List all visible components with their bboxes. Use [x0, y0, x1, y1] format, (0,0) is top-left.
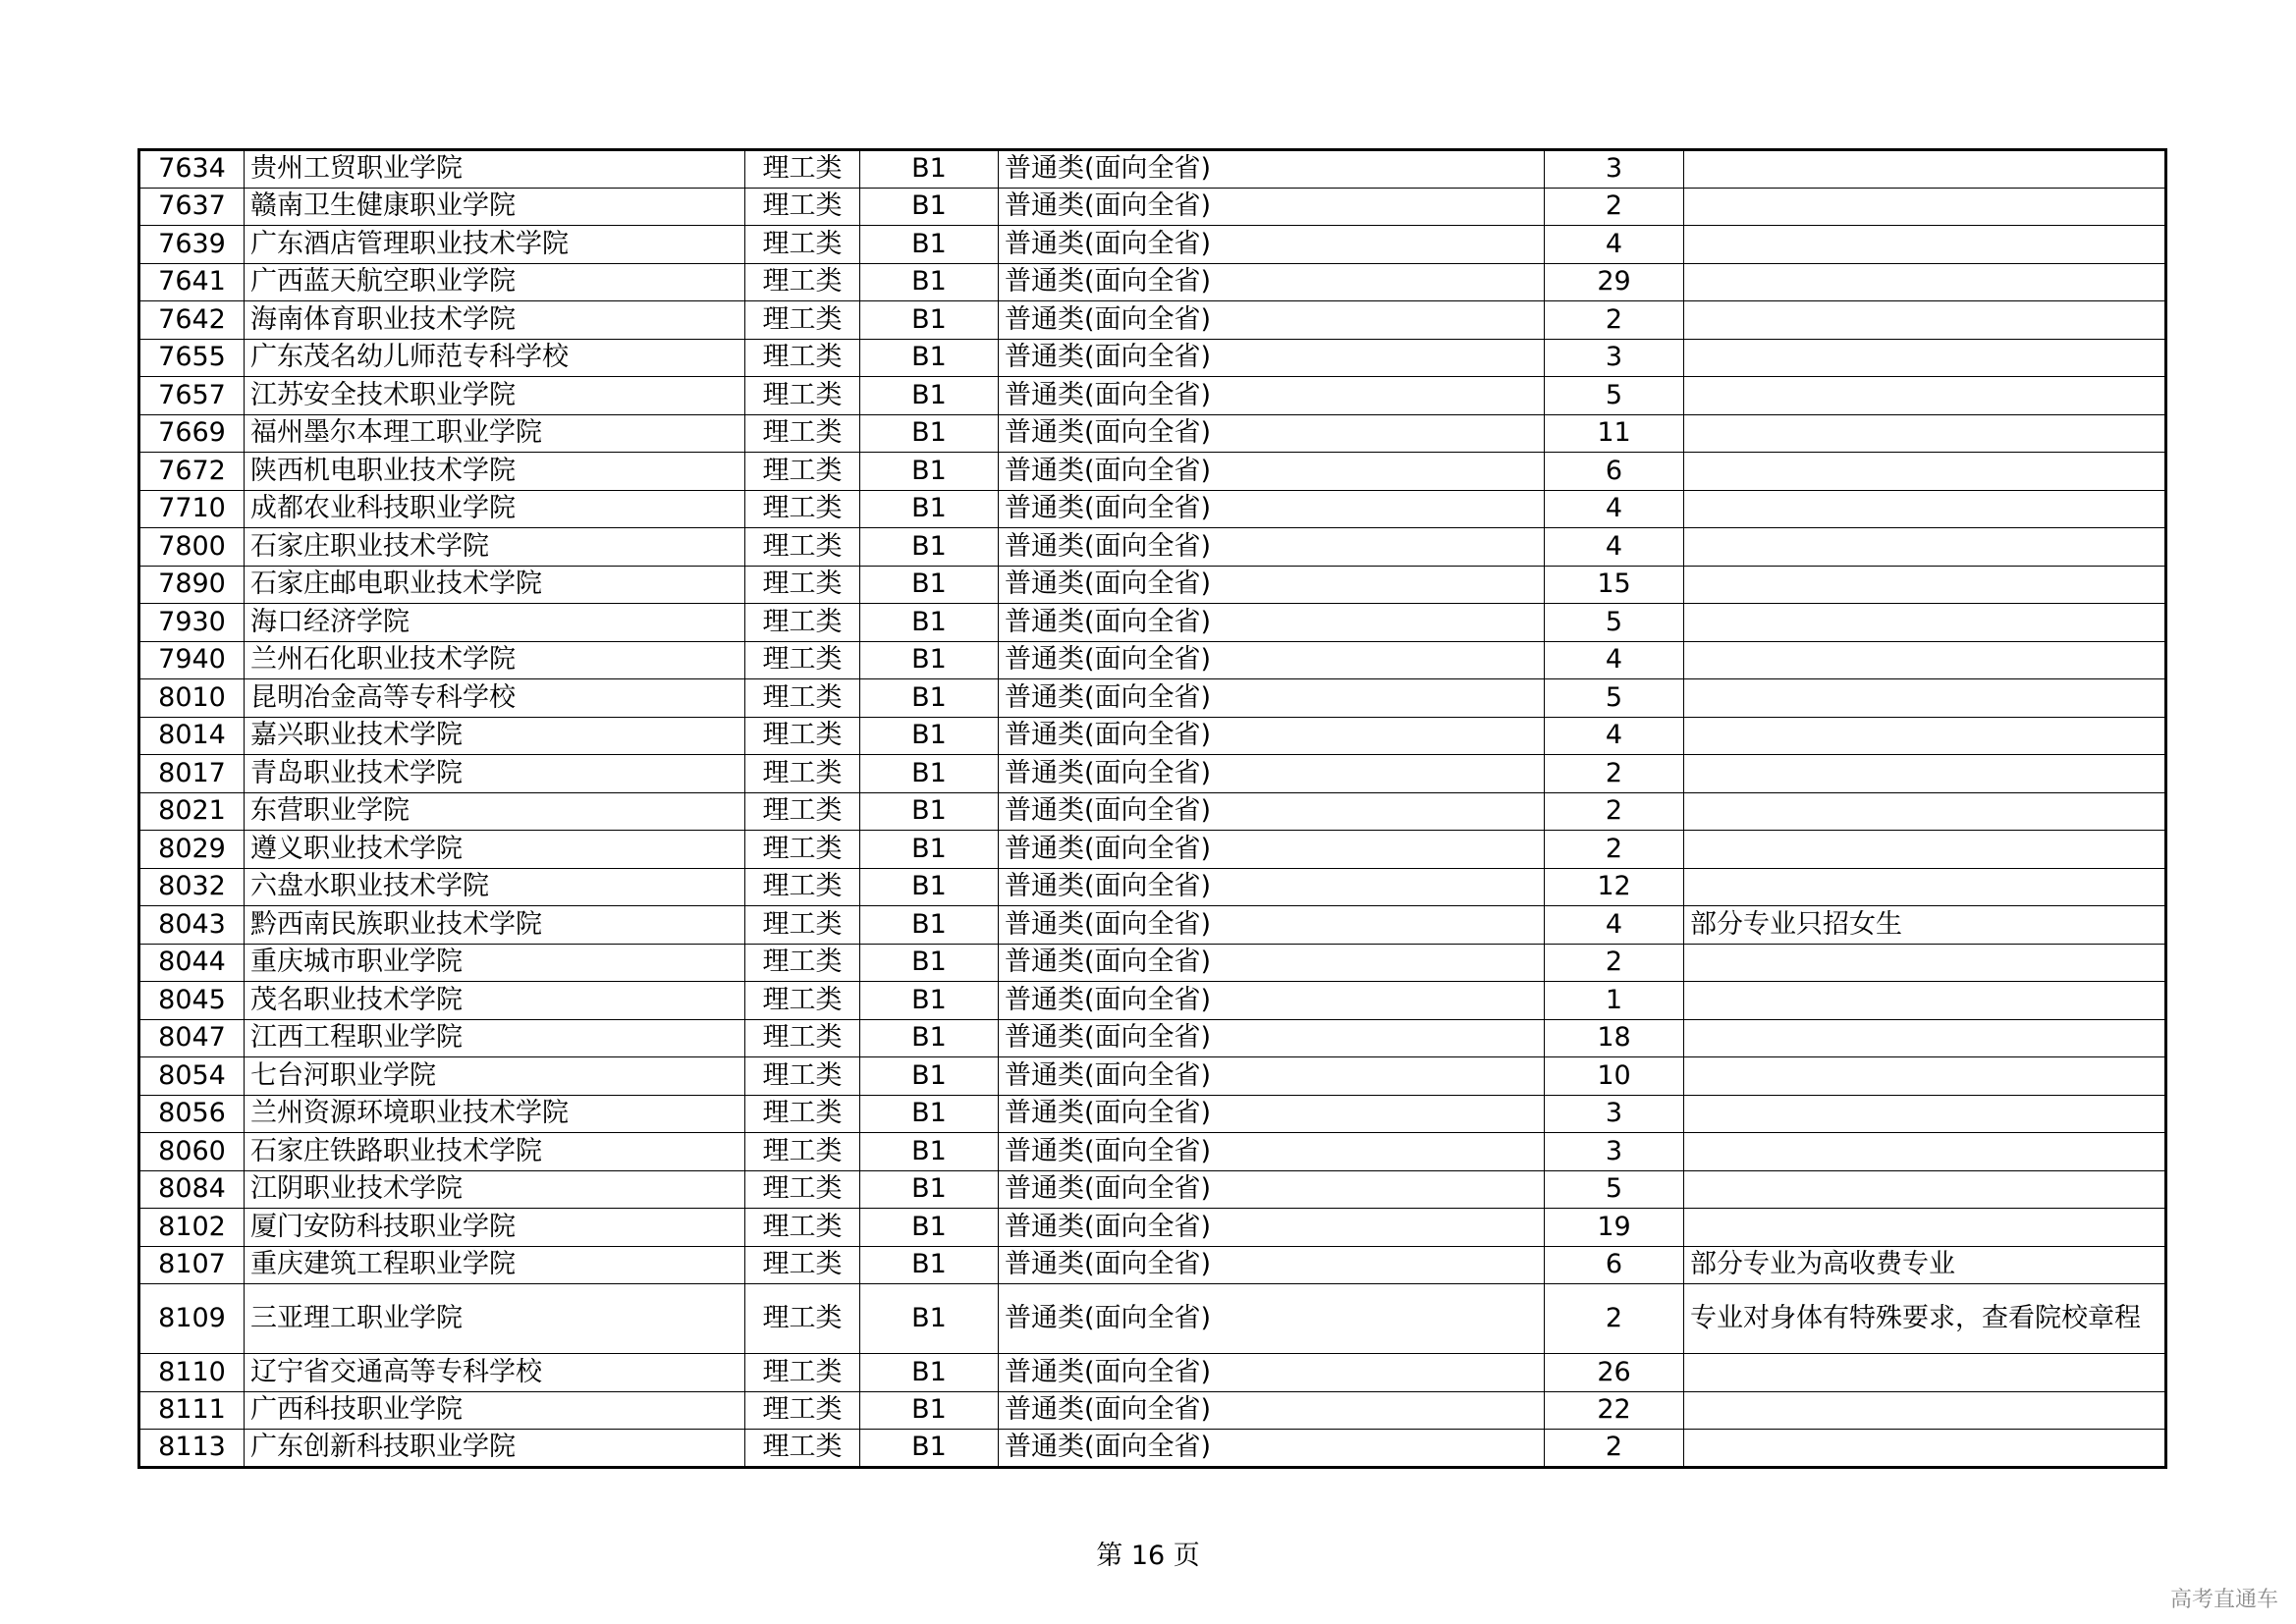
batch-cell: B1 — [860, 831, 999, 869]
category-cell: 理工类 — [745, 1057, 860, 1096]
table-row — [139, 414, 2166, 453]
category-cell: 理工类 — [745, 226, 860, 264]
batch-cell: B1 — [860, 1057, 999, 1096]
table-row — [139, 1430, 2166, 1468]
table-row — [139, 792, 2166, 831]
school-name-cell: 重庆城市职业学院 — [245, 944, 745, 982]
plan-type-cell: 普通类(面向全省) — [999, 1354, 1545, 1392]
plan-type-cell: 普通类(面向全省) — [999, 339, 1545, 377]
watermark-text: 高考直通车 — [2169, 1588, 2278, 1612]
school-name-cell: 广东酒店管理职业技术学院 — [245, 226, 745, 264]
batch-cell: B1 — [860, 641, 999, 679]
batch-cell: B1 — [860, 1354, 999, 1392]
school-name-cell: 江苏安全技术职业学院 — [245, 377, 745, 415]
note-cell — [1684, 226, 2166, 264]
category-cell: 理工类 — [745, 641, 860, 679]
school-name-cell: 黔西南民族职业技术学院 — [245, 906, 745, 945]
batch-cell: B1 — [860, 453, 999, 491]
table-body — [139, 150, 2166, 1468]
school-code-cell: 7940 — [139, 641, 245, 679]
school-code-cell: 8084 — [139, 1170, 245, 1209]
table-row — [139, 1246, 2166, 1284]
table-row — [139, 566, 2166, 604]
plan-type-cell: 普通类(面向全省) — [999, 679, 1545, 718]
school-code-cell: 7672 — [139, 453, 245, 491]
plan-type-cell: 普通类(面向全省) — [999, 528, 1545, 567]
plan-type-cell: 普通类(面向全省) — [999, 377, 1545, 415]
plan-count-cell: 5 — [1545, 1170, 1684, 1209]
table-row — [139, 377, 2166, 415]
plan-count-cell: 29 — [1545, 263, 1684, 301]
plan-count-cell: 4 — [1545, 906, 1684, 945]
note-cell — [1684, 528, 2166, 567]
note-cell — [1684, 301, 2166, 340]
batch-cell: B1 — [860, 1391, 999, 1430]
plan-count-cell: 4 — [1545, 641, 1684, 679]
category-cell: 理工类 — [745, 1354, 860, 1392]
table-row — [139, 1133, 2166, 1171]
table-row — [139, 1209, 2166, 1247]
category-cell: 理工类 — [745, 717, 860, 755]
note-cell — [1684, 831, 2166, 869]
table-row — [139, 1170, 2166, 1209]
plan-type-cell: 普通类(面向全省) — [999, 641, 1545, 679]
admissions-table — [137, 148, 2167, 1469]
note-cell — [1684, 1354, 2166, 1392]
category-cell: 理工类 — [745, 490, 860, 528]
plan-count-cell: 5 — [1545, 679, 1684, 718]
plan-count-cell: 15 — [1545, 566, 1684, 604]
table-row — [139, 831, 2166, 869]
school-code-cell: 8029 — [139, 831, 245, 869]
plan-count-cell: 2 — [1545, 301, 1684, 340]
plan-type-cell: 普通类(面向全省) — [999, 1430, 1545, 1468]
school-name-cell: 赣南卫生健康职业学院 — [245, 188, 745, 226]
school-code-cell: 8043 — [139, 906, 245, 945]
school-name-cell: 广东茂名幼儿师范专科学校 — [245, 339, 745, 377]
plan-count-cell: 5 — [1545, 377, 1684, 415]
plan-type-cell: 普通类(面向全省) — [999, 1133, 1545, 1171]
school-name-cell: 嘉兴职业技术学院 — [245, 717, 745, 755]
school-code-cell: 8047 — [139, 1019, 245, 1057]
category-cell: 理工类 — [745, 528, 860, 567]
school-code-cell: 7655 — [139, 339, 245, 377]
school-name-cell: 广东创新科技职业学院 — [245, 1430, 745, 1468]
plan-count-cell: 18 — [1545, 1019, 1684, 1057]
school-code-cell: 7634 — [139, 150, 245, 189]
batch-cell: B1 — [860, 377, 999, 415]
note-cell: 部分专业为高收费专业 — [1684, 1246, 2166, 1284]
plan-count-cell: 2 — [1545, 944, 1684, 982]
school-code-cell: 8010 — [139, 679, 245, 718]
plan-count-cell: 10 — [1545, 1057, 1684, 1096]
category-cell: 理工类 — [745, 679, 860, 718]
plan-type-cell: 普通类(面向全省) — [999, 1284, 1545, 1354]
category-cell: 理工类 — [745, 1430, 860, 1468]
batch-cell: B1 — [860, 906, 999, 945]
batch-cell: B1 — [860, 1170, 999, 1209]
school-code-cell: 7637 — [139, 188, 245, 226]
note-cell — [1684, 679, 2166, 718]
note-cell — [1684, 566, 2166, 604]
table-row — [139, 150, 2166, 189]
table-row — [139, 1057, 2166, 1096]
plan-count-cell: 3 — [1545, 1095, 1684, 1133]
note-cell — [1684, 188, 2166, 226]
batch-cell: B1 — [860, 528, 999, 567]
category-cell: 理工类 — [745, 414, 860, 453]
table-row — [139, 755, 2166, 793]
school-code-cell: 7930 — [139, 604, 245, 642]
batch-cell: B1 — [860, 226, 999, 264]
school-name-cell: 成都农业科技职业学院 — [245, 490, 745, 528]
school-code-cell: 7800 — [139, 528, 245, 567]
plan-count-cell: 12 — [1545, 868, 1684, 906]
plan-count-cell: 2 — [1545, 831, 1684, 869]
school-name-cell: 贵州工贸职业学院 — [245, 150, 745, 189]
plan-count-cell: 4 — [1545, 528, 1684, 567]
school-code-cell: 8044 — [139, 944, 245, 982]
category-cell: 理工类 — [745, 906, 860, 945]
category-cell: 理工类 — [745, 150, 860, 189]
school-code-cell: 8054 — [139, 1057, 245, 1096]
school-name-cell: 遵义职业技术学院 — [245, 831, 745, 869]
plan-type-cell: 普通类(面向全省) — [999, 188, 1545, 226]
note-cell — [1684, 868, 2166, 906]
plan-count-cell: 3 — [1545, 150, 1684, 189]
plan-count-cell: 4 — [1545, 490, 1684, 528]
note-cell — [1684, 1209, 2166, 1247]
table-row — [139, 604, 2166, 642]
school-name-cell: 广西蓝天航空职业学院 — [245, 263, 745, 301]
batch-cell: B1 — [860, 792, 999, 831]
batch-cell: B1 — [860, 566, 999, 604]
category-cell: 理工类 — [745, 566, 860, 604]
category-cell: 理工类 — [745, 944, 860, 982]
note-cell — [1684, 641, 2166, 679]
batch-cell: B1 — [860, 1019, 999, 1057]
note-cell: 专业对身体有特殊要求，查看院校章程 — [1684, 1284, 2166, 1354]
category-cell: 理工类 — [745, 831, 860, 869]
school-code-cell: 8056 — [139, 1095, 245, 1133]
school-code-cell: 8109 — [139, 1284, 245, 1354]
school-name-cell: 青岛职业技术学院 — [245, 755, 745, 793]
school-name-cell: 三亚理工职业学院 — [245, 1284, 745, 1354]
plan-count-cell: 11 — [1545, 414, 1684, 453]
school-code-cell: 8113 — [139, 1430, 245, 1468]
school-name-cell: 广西科技职业学院 — [245, 1391, 745, 1430]
table-row — [139, 188, 2166, 226]
note-cell — [1684, 490, 2166, 528]
school-code-cell: 8110 — [139, 1354, 245, 1392]
plan-type-cell: 普通类(面向全省) — [999, 944, 1545, 982]
school-code-cell: 7710 — [139, 490, 245, 528]
school-name-cell: 茂名职业技术学院 — [245, 982, 745, 1020]
plan-count-cell: 4 — [1545, 226, 1684, 264]
batch-cell: B1 — [860, 1430, 999, 1468]
plan-type-cell: 普通类(面向全省) — [999, 1246, 1545, 1284]
plan-type-cell: 普通类(面向全省) — [999, 263, 1545, 301]
school-code-cell: 8017 — [139, 755, 245, 793]
school-code-cell: 8102 — [139, 1209, 245, 1247]
note-cell — [1684, 377, 2166, 415]
note-cell — [1684, 1430, 2166, 1468]
batch-cell: B1 — [860, 1095, 999, 1133]
plan-count-cell: 6 — [1545, 1246, 1684, 1284]
school-name-cell: 石家庄邮电职业技术学院 — [245, 566, 745, 604]
batch-cell: B1 — [860, 188, 999, 226]
note-cell — [1684, 1133, 2166, 1171]
school-name-cell: 福州墨尔本理工职业学院 — [245, 414, 745, 453]
note-cell — [1684, 755, 2166, 793]
note-cell — [1684, 982, 2166, 1020]
batch-cell: B1 — [860, 604, 999, 642]
batch-cell: B1 — [860, 982, 999, 1020]
table-row — [139, 1284, 2166, 1354]
note-cell — [1684, 1170, 2166, 1209]
table-row — [139, 944, 2166, 982]
school-code-cell: 8045 — [139, 982, 245, 1020]
batch-cell: B1 — [860, 301, 999, 340]
table-row — [139, 982, 2166, 1020]
category-cell: 理工类 — [745, 1209, 860, 1247]
batch-cell: B1 — [860, 868, 999, 906]
category-cell: 理工类 — [745, 604, 860, 642]
plan-type-cell: 普通类(面向全省) — [999, 868, 1545, 906]
school-code-cell: 7639 — [139, 226, 245, 264]
batch-cell: B1 — [860, 1246, 999, 1284]
school-name-cell: 海口经济学院 — [245, 604, 745, 642]
table-row — [139, 453, 2166, 491]
note-cell — [1684, 263, 2166, 301]
plan-count-cell: 5 — [1545, 604, 1684, 642]
plan-count-cell: 2 — [1545, 792, 1684, 831]
school-name-cell: 江阴职业技术学院 — [245, 1170, 745, 1209]
plan-type-cell: 普通类(面向全省) — [999, 1057, 1545, 1096]
note-cell — [1684, 339, 2166, 377]
table-row — [139, 717, 2166, 755]
school-name-cell: 重庆建筑工程职业学院 — [245, 1246, 745, 1284]
table-row — [139, 679, 2166, 718]
note-cell — [1684, 453, 2166, 491]
plan-count-cell: 22 — [1545, 1391, 1684, 1430]
school-name-cell: 兰州资源环境职业技术学院 — [245, 1095, 745, 1133]
plan-count-cell: 4 — [1545, 717, 1684, 755]
table-row — [139, 226, 2166, 264]
note-cell — [1684, 1057, 2166, 1096]
school-code-cell: 7641 — [139, 263, 245, 301]
plan-type-cell: 普通类(面向全省) — [999, 490, 1545, 528]
school-name-cell: 六盘水职业技术学院 — [245, 868, 745, 906]
plan-type-cell: 普通类(面向全省) — [999, 604, 1545, 642]
plan-type-cell: 普通类(面向全省) — [999, 906, 1545, 945]
school-name-cell: 海南体育职业技术学院 — [245, 301, 745, 340]
batch-cell: B1 — [860, 263, 999, 301]
table-row — [139, 490, 2166, 528]
school-code-cell: 7890 — [139, 566, 245, 604]
category-cell: 理工类 — [745, 1284, 860, 1354]
school-name-cell: 江西工程职业学院 — [245, 1019, 745, 1057]
school-name-cell: 兰州石化职业技术学院 — [245, 641, 745, 679]
category-cell: 理工类 — [745, 982, 860, 1020]
table-row — [139, 641, 2166, 679]
plan-count-cell: 3 — [1545, 339, 1684, 377]
batch-cell: B1 — [860, 339, 999, 377]
category-cell: 理工类 — [745, 263, 860, 301]
plan-type-cell: 普通类(面向全省) — [999, 453, 1545, 491]
plan-count-cell: 26 — [1545, 1354, 1684, 1392]
school-code-cell: 8021 — [139, 792, 245, 831]
school-code-cell: 7642 — [139, 301, 245, 340]
plan-type-cell: 普通类(面向全省) — [999, 1170, 1545, 1209]
school-name-cell: 辽宁省交通高等专科学校 — [245, 1354, 745, 1392]
table-row — [139, 1019, 2166, 1057]
table-row — [139, 339, 2166, 377]
plan-type-cell: 普通类(面向全省) — [999, 414, 1545, 453]
category-cell: 理工类 — [745, 1391, 860, 1430]
batch-cell: B1 — [860, 490, 999, 528]
plan-type-cell: 普通类(面向全省) — [999, 566, 1545, 604]
batch-cell: B1 — [860, 1209, 999, 1247]
school-name-cell: 七台河职业学院 — [245, 1057, 745, 1096]
note-cell — [1684, 1019, 2166, 1057]
category-cell: 理工类 — [745, 1095, 860, 1133]
table-row — [139, 1354, 2166, 1392]
note-cell — [1684, 1095, 2166, 1133]
batch-cell: B1 — [860, 755, 999, 793]
plan-type-cell: 普通类(面向全省) — [999, 755, 1545, 793]
note-cell — [1684, 414, 2166, 453]
batch-cell: B1 — [860, 150, 999, 189]
school-name-cell: 陕西机电职业技术学院 — [245, 453, 745, 491]
category-cell: 理工类 — [745, 453, 860, 491]
school-name-cell: 昆明冶金高等专科学校 — [245, 679, 745, 718]
plan-count-cell: 2 — [1545, 1430, 1684, 1468]
note-cell — [1684, 792, 2166, 831]
school-code-cell: 7669 — [139, 414, 245, 453]
note-cell: 部分专业只招女生 — [1684, 906, 2166, 945]
plan-count-cell: 3 — [1545, 1133, 1684, 1171]
plan-count-cell: 2 — [1545, 1284, 1684, 1354]
plan-count-cell: 19 — [1545, 1209, 1684, 1247]
plan-type-cell: 普通类(面向全省) — [999, 792, 1545, 831]
category-cell: 理工类 — [745, 188, 860, 226]
table-row — [139, 301, 2166, 340]
page-number: 第 16 页 — [1096, 1541, 1200, 1571]
table-row — [139, 868, 2166, 906]
plan-type-cell: 普通类(面向全省) — [999, 1209, 1545, 1247]
batch-cell: B1 — [860, 1284, 999, 1354]
plan-count-cell: 1 — [1545, 982, 1684, 1020]
school-name-cell: 石家庄职业技术学院 — [245, 528, 745, 567]
table-row — [139, 906, 2166, 945]
note-cell — [1684, 944, 2166, 982]
category-cell: 理工类 — [745, 792, 860, 831]
school-code-cell: 8107 — [139, 1246, 245, 1284]
plan-count-cell: 2 — [1545, 755, 1684, 793]
plan-type-cell: 普通类(面向全省) — [999, 1019, 1545, 1057]
batch-cell: B1 — [860, 1133, 999, 1171]
category-cell: 理工类 — [745, 1019, 860, 1057]
plan-type-cell: 普通类(面向全省) — [999, 717, 1545, 755]
note-cell — [1684, 717, 2166, 755]
school-code-cell: 8111 — [139, 1391, 245, 1430]
school-code-cell: 8032 — [139, 868, 245, 906]
school-name-cell: 石家庄铁路职业技术学院 — [245, 1133, 745, 1171]
plan-type-cell: 普通类(面向全省) — [999, 150, 1545, 189]
plan-type-cell: 普通类(面向全省) — [999, 1391, 1545, 1430]
school-code-cell: 7657 — [139, 377, 245, 415]
plan-type-cell: 普通类(面向全省) — [999, 982, 1545, 1020]
plan-type-cell: 普通类(面向全省) — [999, 226, 1545, 264]
school-name-cell: 厦门安防科技职业学院 — [245, 1209, 745, 1247]
category-cell: 理工类 — [745, 755, 860, 793]
school-code-cell: 8060 — [139, 1133, 245, 1171]
table-row — [139, 1095, 2166, 1133]
table-row — [139, 263, 2166, 301]
plan-type-cell: 普通类(面向全省) — [999, 301, 1545, 340]
note-cell — [1684, 604, 2166, 642]
category-cell: 理工类 — [745, 1170, 860, 1209]
school-name-cell: 东营职业学院 — [245, 792, 745, 831]
school-code-cell: 8014 — [139, 717, 245, 755]
note-cell — [1684, 1391, 2166, 1430]
plan-type-cell: 普通类(面向全省) — [999, 831, 1545, 869]
category-cell: 理工类 — [745, 868, 860, 906]
batch-cell: B1 — [860, 414, 999, 453]
category-cell: 理工类 — [745, 377, 860, 415]
category-cell: 理工类 — [745, 1133, 860, 1171]
table-row — [139, 1391, 2166, 1430]
note-cell — [1684, 150, 2166, 189]
plan-type-cell: 普通类(面向全省) — [999, 1095, 1545, 1133]
category-cell: 理工类 — [745, 1246, 860, 1284]
batch-cell: B1 — [860, 679, 999, 718]
batch-cell: B1 — [860, 944, 999, 982]
plan-count-cell: 2 — [1545, 188, 1684, 226]
category-cell: 理工类 — [745, 339, 860, 377]
category-cell: 理工类 — [745, 301, 860, 340]
plan-count-cell: 6 — [1545, 453, 1684, 491]
table-row — [139, 528, 2166, 567]
batch-cell: B1 — [860, 717, 999, 755]
